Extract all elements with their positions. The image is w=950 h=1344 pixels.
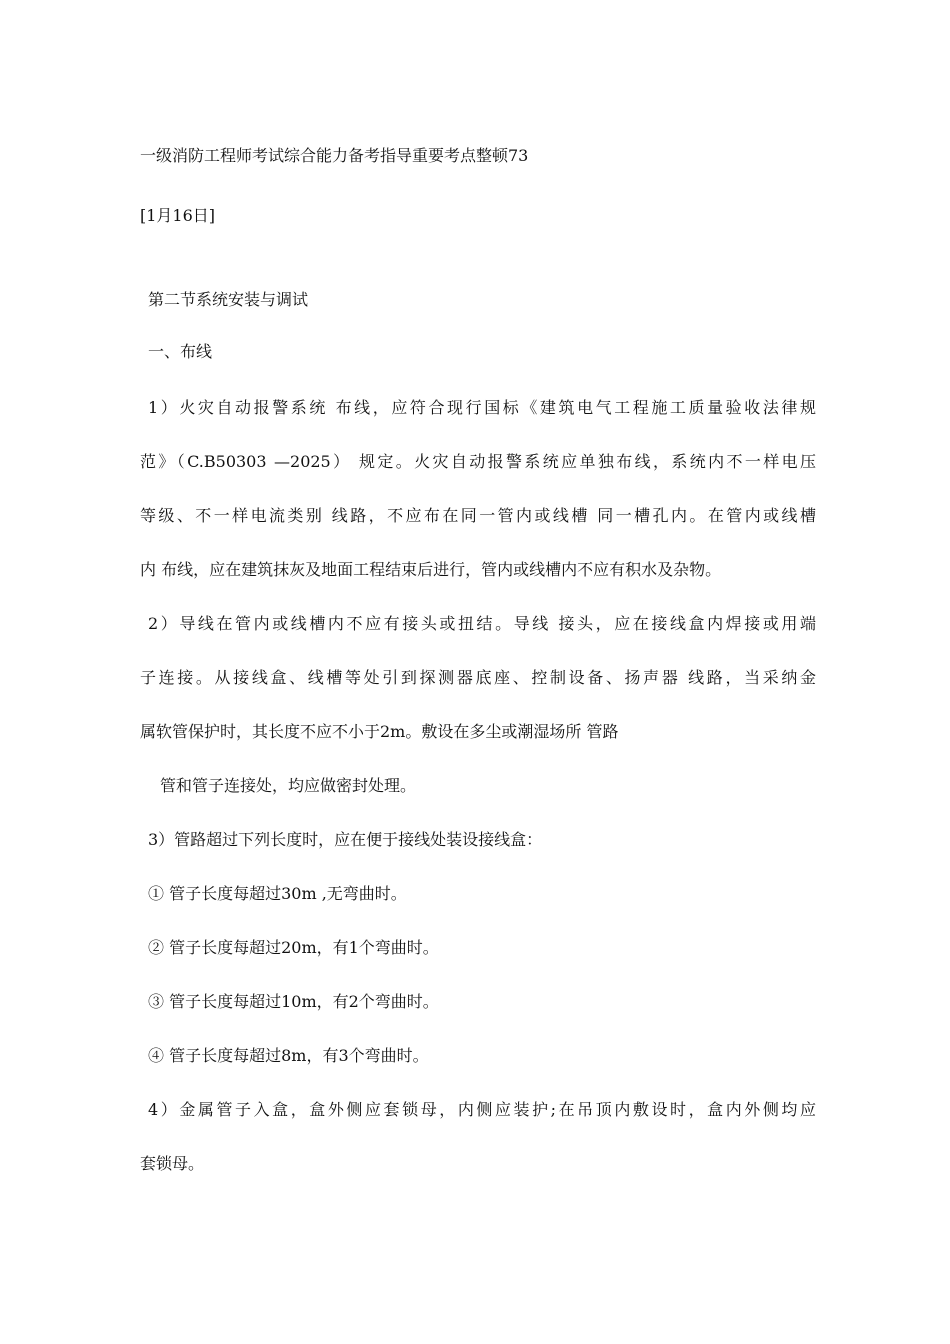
list-item: ③ 管子长度每超过10m，有2个弯曲时。: [148, 992, 439, 1011]
section-heading: 第二节系统安装与调试: [148, 290, 309, 309]
list-item: ① 管子长度每超过30m ,无弯曲时。: [148, 884, 407, 903]
document-title: 一级消防工程师考试综合能力备考指导重要考点整顿73: [140, 146, 529, 165]
paragraph-line: 1）火灾自动报警系统 布线，应符合现行国标《建筑电气工程施工质量验收法律规: [148, 398, 816, 417]
paragraph-line: 2）导线在管内或线槽内不应有接头或扭结。导线 接头，应在接线盒内焊接或用端: [148, 614, 816, 633]
paragraph-line: 3）管路超过下列长度时，应在便于接线处装设接线盒：: [148, 830, 543, 849]
document-date: [1月16日]: [140, 206, 216, 225]
paragraph-line: 等级、不一样电流类别 线路，不应布在同一管内或线槽 同一槽孔内。在管内或线槽: [140, 506, 816, 525]
paragraph-line: 套锁母。: [140, 1154, 205, 1173]
list-item: ② 管子长度每超过20m，有1个弯曲时。: [148, 938, 439, 957]
paragraph-line: 管和管子连接处，均应做密封处理。: [160, 776, 417, 795]
paragraph-line: 范》（C.B50303 —2025） 规定。火灾自动报警系统应单独布线，系统内不一样电压: [140, 452, 816, 471]
paragraph-line: 子连接。从接线盒、线槽等处引到探测器底座、控制设备、扬声器 线路，当采纳金: [140, 668, 816, 687]
list-item: ④ 管子长度每超过8m，有3个弯曲时。: [148, 1046, 429, 1065]
paragraph-line: 内 布线，应在建筑抹灰及地面工程结束后进行，管内或线槽内不应有积水及杂物。: [140, 560, 722, 579]
paragraph-line: 4）金属管子入盒，盒外侧应套锁母，内侧应装护;在吊顶内敷设时，盒内外侧均应: [148, 1100, 816, 1119]
subsection-heading: 一、布线: [148, 342, 213, 361]
paragraph-line: 属软管保护时，其长度不应不小于2m。敷设在多尘或潮湿场所 管路: [140, 722, 619, 741]
